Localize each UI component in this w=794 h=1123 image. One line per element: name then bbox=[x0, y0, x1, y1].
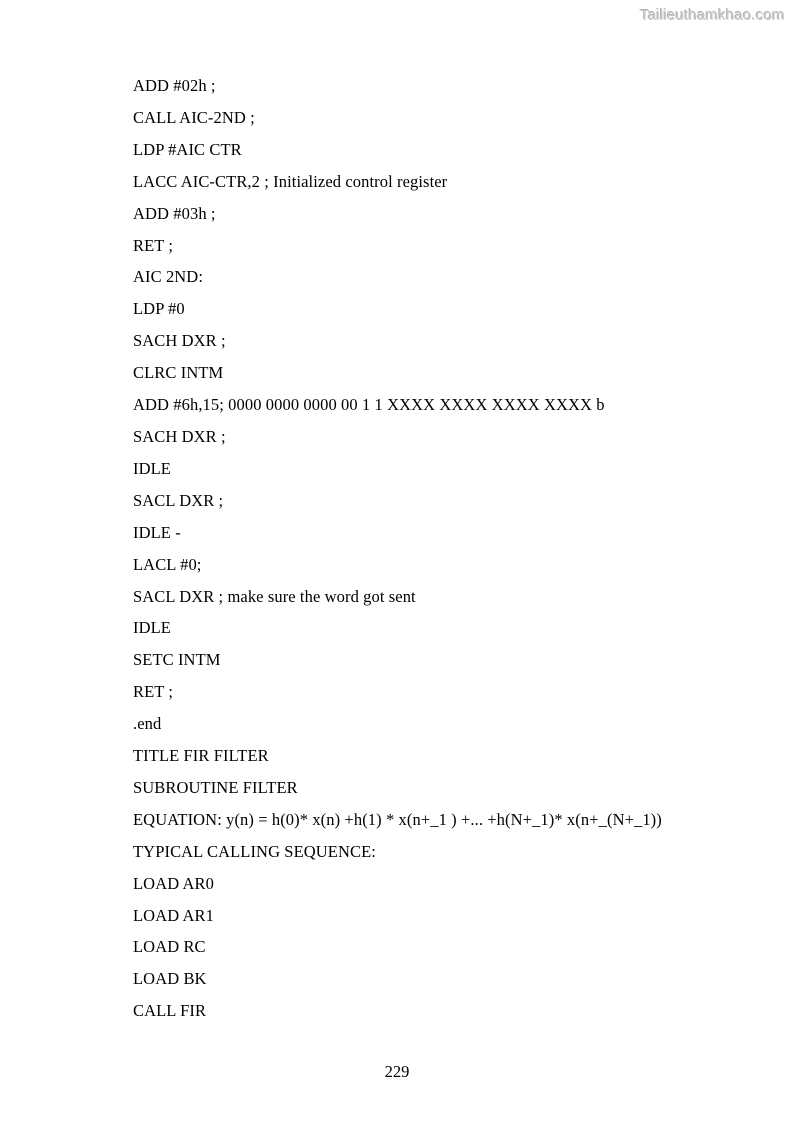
code-line: LOAD AR0 bbox=[133, 873, 215, 893]
code-line: RET ; bbox=[133, 235, 174, 255]
code-line: .end bbox=[133, 714, 162, 734]
code-line: EQUATION: y(n) = h(0)* x(n) +h(1) * x(n+_1 ) +... +h(N+_1)* x(n+_(N+_1)) bbox=[133, 809, 662, 829]
code-line: CALL AIC-2ND ; bbox=[133, 107, 255, 127]
code-line: SACH DXR ; bbox=[133, 331, 226, 351]
code-line: ADD #6h,15; 0000 0000 0000 00 1 1 XXXX XXXX XXXX XXXX b bbox=[133, 395, 605, 415]
code-line: LACC AIC-CTR,2 ; Initialized control register bbox=[133, 171, 448, 191]
code-line: LOAD AR1 bbox=[133, 905, 215, 925]
code-line: SACL DXR ; make sure the word got sent bbox=[133, 586, 416, 606]
code-line: TITLE FIR FILTER bbox=[133, 746, 269, 766]
watermark: Tailieuthamkhao.com bbox=[640, 7, 785, 24]
code-line: CALL FIR bbox=[133, 1001, 207, 1021]
code-line: TYPICAL CALLING SEQUENCE: bbox=[133, 841, 376, 861]
code-line: SETC INTM bbox=[133, 650, 221, 670]
code-listing bbox=[133, 70, 754, 1027]
code-line: IDLE bbox=[133, 618, 171, 638]
code-line: LACL #0; bbox=[133, 554, 202, 574]
code-line: ADD #03h ; bbox=[133, 203, 216, 223]
code-line: SUBROUTINE FILTER bbox=[133, 777, 298, 797]
code-line: RET ; bbox=[133, 682, 174, 702]
code-line: LDP #0 bbox=[133, 299, 185, 319]
code-line: SACH DXR ; bbox=[133, 426, 226, 446]
code-line: LDP #AIC CTR bbox=[133, 139, 242, 159]
code-line: LOAD BK bbox=[133, 969, 207, 989]
code-line: IDLE - bbox=[133, 522, 181, 542]
code-line: CLRC INTM bbox=[133, 363, 224, 383]
code-line: IDLE bbox=[133, 458, 171, 478]
code-line: SACL DXR ; bbox=[133, 490, 224, 510]
code-line: LOAD RC bbox=[133, 937, 206, 957]
code-line: AIC 2ND: bbox=[133, 267, 204, 287]
page-number: 229 bbox=[384, 1062, 410, 1081]
code-line: ADD #02h ; bbox=[133, 76, 216, 95]
